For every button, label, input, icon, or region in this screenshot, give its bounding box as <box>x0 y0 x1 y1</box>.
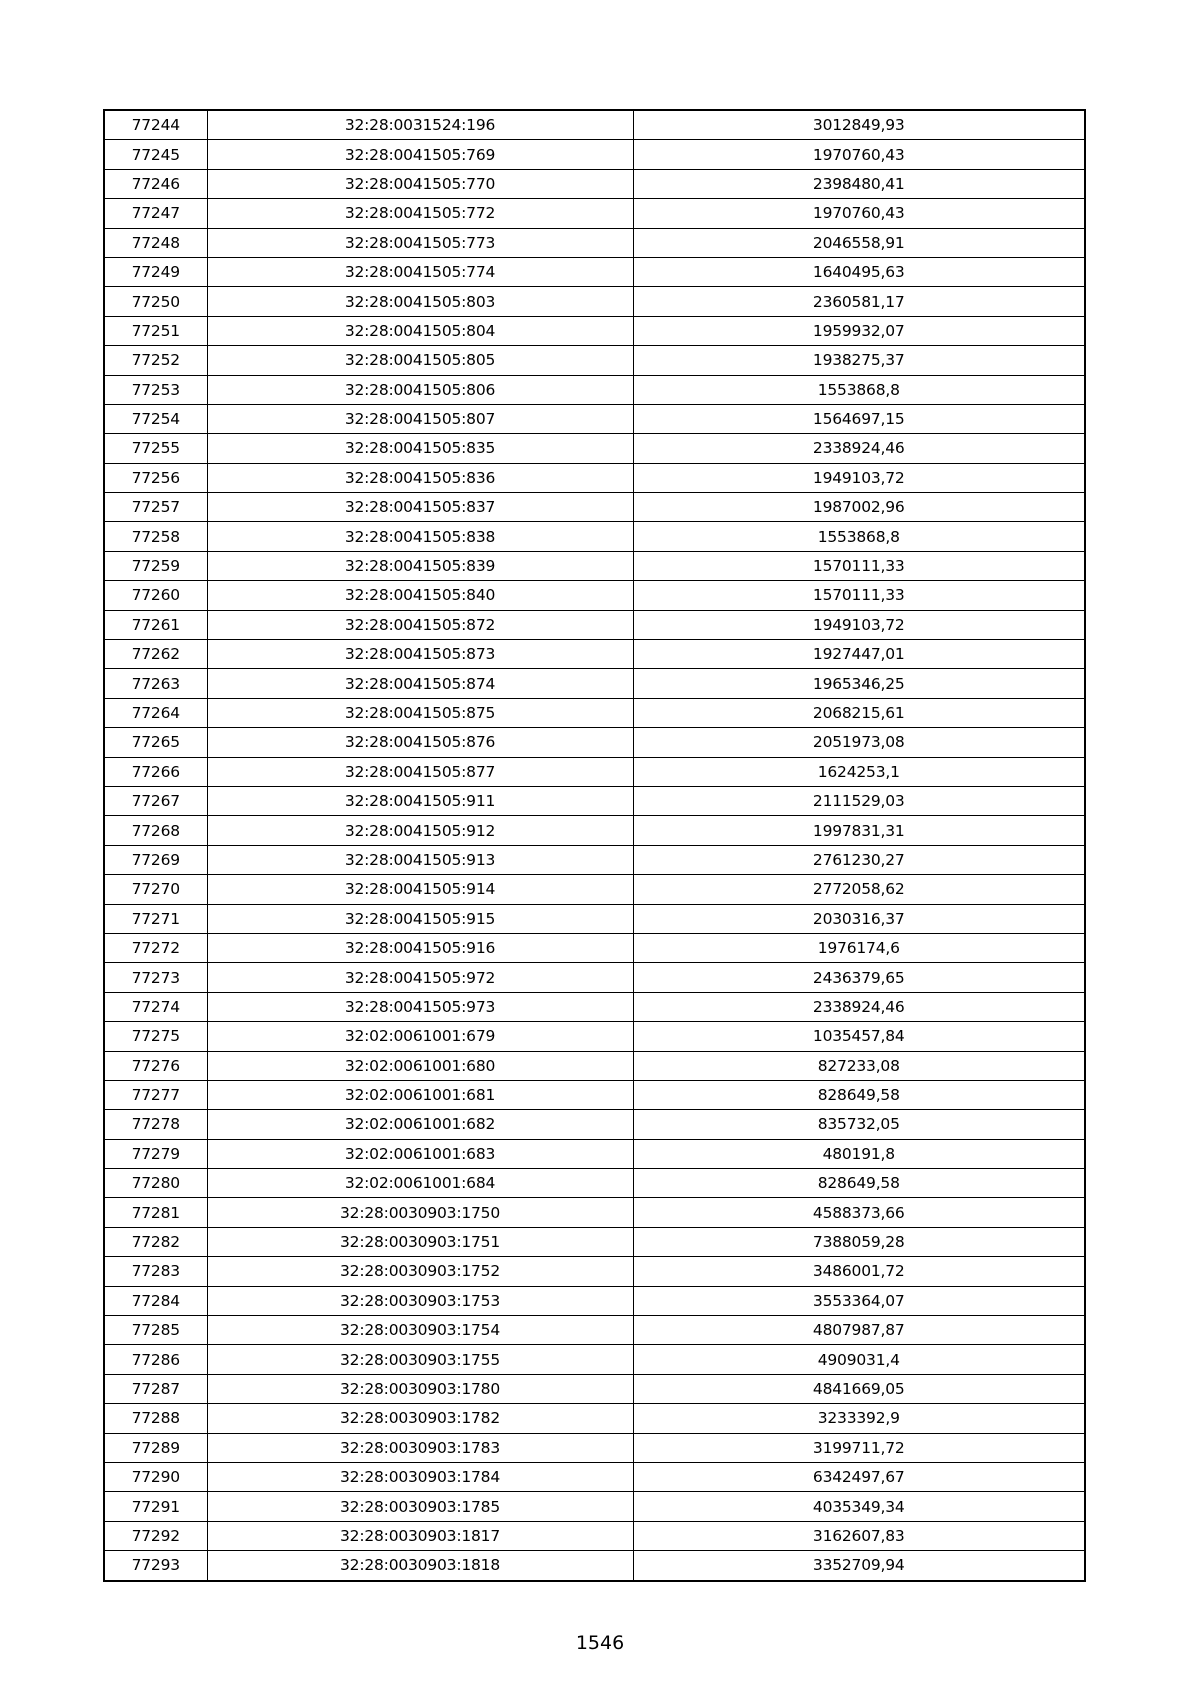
table-row <box>104 1462 1085 1491</box>
row-number-cell: 77249 <box>104 257 207 286</box>
value-cell: 4909031,4 <box>633 1345 1085 1374</box>
value-cell: 1624253,1 <box>633 757 1085 786</box>
value-cell: 828649,58 <box>633 1080 1085 1109</box>
table-row <box>104 992 1085 1021</box>
row-number-cell: 77261 <box>104 610 207 639</box>
value-cell: 1987002,96 <box>633 493 1085 522</box>
value-cell: 1570111,33 <box>633 551 1085 580</box>
table-row <box>104 1110 1085 1139</box>
table-row <box>104 316 1085 345</box>
table-row <box>104 669 1085 698</box>
cadastral-number-cell: 32:28:0030903:1817 <box>207 1521 633 1550</box>
value-cell: 2398480,41 <box>633 169 1085 198</box>
table-row <box>104 551 1085 580</box>
cadastral-number-cell: 32:28:0030903:1750 <box>207 1198 633 1227</box>
row-number-cell: 77256 <box>104 463 207 492</box>
cadastral-number-cell: 32:28:0041505:803 <box>207 287 633 316</box>
cadastral-number-cell: 32:28:0041505:806 <box>207 375 633 404</box>
value-cell: 2772058,62 <box>633 875 1085 904</box>
row-number-cell: 77252 <box>104 346 207 375</box>
value-cell: 828649,58 <box>633 1169 1085 1198</box>
value-cell: 1570111,33 <box>633 581 1085 610</box>
row-number-cell: 77289 <box>104 1433 207 1462</box>
value-cell: 3012849,93 <box>633 110 1085 140</box>
row-number-cell: 77283 <box>104 1257 207 1286</box>
table-row <box>104 1316 1085 1345</box>
table-row <box>104 1404 1085 1433</box>
cadastral-number-cell: 32:28:0041505:839 <box>207 551 633 580</box>
row-number-cell: 77247 <box>104 199 207 228</box>
table-row <box>104 610 1085 639</box>
table-row <box>104 1080 1085 1109</box>
cadastral-number-cell: 32:28:0030903:1755 <box>207 1345 633 1374</box>
row-number-cell: 77285 <box>104 1316 207 1345</box>
cadastral-number-cell: 32:28:0030903:1784 <box>207 1462 633 1491</box>
value-cell: 3553364,07 <box>633 1286 1085 1315</box>
cadastral-number-cell: 32:28:0041505:915 <box>207 904 633 933</box>
cadastral-number-cell: 32:28:0041505:807 <box>207 404 633 433</box>
table-row <box>104 1227 1085 1256</box>
table-row <box>104 287 1085 316</box>
cadastral-number-cell: 32:28:0041505:773 <box>207 228 633 257</box>
table-row <box>104 463 1085 492</box>
cadastral-number-cell: 32:28:0041505:873 <box>207 640 633 669</box>
cadastral-number-cell: 32:28:0041505:836 <box>207 463 633 492</box>
row-number-cell: 77293 <box>104 1551 207 1581</box>
row-number-cell: 77265 <box>104 728 207 757</box>
cadastral-number-cell: 32:28:0030903:1753 <box>207 1286 633 1315</box>
table-row <box>104 845 1085 874</box>
row-number-cell: 77248 <box>104 228 207 257</box>
cadastral-number-cell: 32:28:0030903:1752 <box>207 1257 633 1286</box>
row-number-cell: 77287 <box>104 1374 207 1403</box>
row-number-cell: 77275 <box>104 1022 207 1051</box>
table-row <box>104 1433 1085 1462</box>
table-row <box>104 1492 1085 1521</box>
cadastral-number-cell: 32:28:0030903:1783 <box>207 1433 633 1462</box>
row-number-cell: 77244 <box>104 110 207 140</box>
row-number-cell: 77272 <box>104 933 207 962</box>
row-number-cell: 77257 <box>104 493 207 522</box>
cadastral-number-cell: 32:28:0030903:1818 <box>207 1551 633 1581</box>
table-row <box>104 904 1085 933</box>
row-number-cell: 77250 <box>104 287 207 316</box>
cadastral-number-cell: 32:28:0041505:876 <box>207 728 633 757</box>
value-cell: 3162607,83 <box>633 1521 1085 1550</box>
cadastral-number-cell: 32:28:0041505:837 <box>207 493 633 522</box>
value-cell: 2051973,08 <box>633 728 1085 757</box>
cadastral-number-cell: 32:28:0030903:1780 <box>207 1374 633 1403</box>
cadastral-number-cell: 32:28:0041505:770 <box>207 169 633 198</box>
value-cell: 4588373,66 <box>633 1198 1085 1227</box>
value-cell: 3233392,9 <box>633 1404 1085 1433</box>
row-number-cell: 77277 <box>104 1080 207 1109</box>
value-cell: 1035457,84 <box>633 1022 1085 1051</box>
row-number-cell: 77270 <box>104 875 207 904</box>
value-cell: 1927447,01 <box>633 640 1085 669</box>
row-number-cell: 77276 <box>104 1051 207 1080</box>
cadastral-number-cell: 32:28:0041505:874 <box>207 669 633 698</box>
table-row <box>104 140 1085 169</box>
value-cell: 1640495,63 <box>633 257 1085 286</box>
value-cell: 2436379,65 <box>633 963 1085 992</box>
value-cell: 1949103,72 <box>633 610 1085 639</box>
value-cell: 3199711,72 <box>633 1433 1085 1462</box>
row-number-cell: 77281 <box>104 1198 207 1227</box>
row-number-cell: 77290 <box>104 1462 207 1491</box>
row-number-cell: 77280 <box>104 1169 207 1198</box>
table-row <box>104 640 1085 669</box>
value-cell: 2030316,37 <box>633 904 1085 933</box>
cadastral-number-cell: 32:28:0041505:769 <box>207 140 633 169</box>
row-number-cell: 77292 <box>104 1521 207 1550</box>
row-number-cell: 77258 <box>104 522 207 551</box>
table-row <box>104 375 1085 404</box>
cadastral-value-table <box>103 109 1086 1582</box>
table-row <box>104 728 1085 757</box>
value-cell: 1970760,43 <box>633 199 1085 228</box>
row-number-cell: 77284 <box>104 1286 207 1315</box>
cadastral-number-cell: 32:28:0041505:804 <box>207 316 633 345</box>
value-cell: 1553868,8 <box>633 522 1085 551</box>
table-row <box>104 1051 1085 1080</box>
cadastral-number-cell: 32:28:0030903:1754 <box>207 1316 633 1345</box>
row-number-cell: 77262 <box>104 640 207 669</box>
value-cell: 7388059,28 <box>633 1227 1085 1256</box>
table-row <box>104 522 1085 551</box>
table-row <box>104 346 1085 375</box>
value-cell: 2068215,61 <box>633 698 1085 727</box>
value-cell: 1553868,8 <box>633 375 1085 404</box>
cadastral-number-cell: 32:28:0041505:772 <box>207 199 633 228</box>
table-row <box>104 816 1085 845</box>
row-number-cell: 77291 <box>104 1492 207 1521</box>
value-cell: 2111529,03 <box>633 786 1085 815</box>
table-row <box>104 257 1085 286</box>
row-number-cell: 77245 <box>104 140 207 169</box>
cadastral-number-cell: 32:28:0031524:196 <box>207 110 633 140</box>
row-number-cell: 77260 <box>104 581 207 610</box>
row-number-cell: 77246 <box>104 169 207 198</box>
value-cell: 1997831,31 <box>633 816 1085 845</box>
value-cell: 4807987,87 <box>633 1316 1085 1345</box>
cadastral-number-cell: 32:28:0041505:872 <box>207 610 633 639</box>
table-row <box>104 757 1085 786</box>
table-row <box>104 1374 1085 1403</box>
row-number-cell: 77269 <box>104 845 207 874</box>
row-number-cell: 77254 <box>104 404 207 433</box>
value-cell: 2761230,27 <box>633 845 1085 874</box>
row-number-cell: 77288 <box>104 1404 207 1433</box>
cadastral-number-cell: 32:28:0041505:916 <box>207 933 633 962</box>
row-number-cell: 77271 <box>104 904 207 933</box>
value-cell: 1965346,25 <box>633 669 1085 698</box>
cadastral-number-cell: 32:28:0041505:875 <box>207 698 633 727</box>
row-number-cell: 77274 <box>104 992 207 1021</box>
cadastral-number-cell: 32:02:0061001:684 <box>207 1169 633 1198</box>
value-cell: 3352709,94 <box>633 1551 1085 1581</box>
table-row <box>104 933 1085 962</box>
value-cell: 6342497,67 <box>633 1462 1085 1491</box>
cadastral-number-cell: 32:28:0041505:805 <box>207 346 633 375</box>
table-row <box>104 1286 1085 1315</box>
value-cell: 2338924,46 <box>633 992 1085 1021</box>
table-body <box>104 110 1085 1581</box>
cadastral-number-cell: 32:28:0041505:912 <box>207 816 633 845</box>
row-number-cell: 77268 <box>104 816 207 845</box>
row-number-cell: 77267 <box>104 786 207 815</box>
value-cell: 1949103,72 <box>633 463 1085 492</box>
table-row <box>104 493 1085 522</box>
row-number-cell: 77264 <box>104 698 207 727</box>
cadastral-number-cell: 32:02:0061001:681 <box>207 1080 633 1109</box>
row-number-cell: 77282 <box>104 1227 207 1256</box>
table-row <box>104 1022 1085 1051</box>
value-cell: 1976174,6 <box>633 933 1085 962</box>
cadastral-number-cell: 32:28:0030903:1751 <box>207 1227 633 1256</box>
table-row <box>104 1198 1085 1227</box>
value-cell: 4841669,05 <box>633 1374 1085 1403</box>
row-number-cell: 77278 <box>104 1110 207 1139</box>
value-cell: 827233,08 <box>633 1051 1085 1080</box>
value-cell: 4035349,34 <box>633 1492 1085 1521</box>
page-number: 1546 <box>575 1632 625 1654</box>
value-cell: 2338924,46 <box>633 434 1085 463</box>
cadastral-number-cell: 32:02:0061001:682 <box>207 1110 633 1139</box>
value-cell: 1938275,37 <box>633 346 1085 375</box>
table-row <box>104 1257 1085 1286</box>
table-row <box>104 1521 1085 1550</box>
table-row <box>104 1169 1085 1198</box>
cadastral-number-cell: 32:28:0041505:913 <box>207 845 633 874</box>
table-row <box>104 1551 1085 1581</box>
row-number-cell: 77255 <box>104 434 207 463</box>
value-cell: 3486001,72 <box>633 1257 1085 1286</box>
table-row <box>104 698 1085 727</box>
value-cell: 2360581,17 <box>633 287 1085 316</box>
cadastral-number-cell: 32:28:0041505:840 <box>207 581 633 610</box>
table-row <box>104 169 1085 198</box>
cadastral-number-cell: 32:02:0061001:680 <box>207 1051 633 1080</box>
value-cell: 480191,8 <box>633 1139 1085 1168</box>
table-row <box>104 199 1085 228</box>
cadastral-number-cell: 32:28:0041505:774 <box>207 257 633 286</box>
table-row <box>104 963 1085 992</box>
table-row <box>104 110 1085 140</box>
value-cell: 1564697,15 <box>633 404 1085 433</box>
table-row <box>104 1345 1085 1374</box>
row-number-cell: 77251 <box>104 316 207 345</box>
cadastral-number-cell: 32:28:0041505:835 <box>207 434 633 463</box>
cadastral-number-cell: 32:28:0030903:1782 <box>207 1404 633 1433</box>
cadastral-number-cell: 32:28:0030903:1785 <box>207 1492 633 1521</box>
cadastral-number-cell: 32:28:0041505:914 <box>207 875 633 904</box>
cadastral-number-cell: 32:28:0041505:973 <box>207 992 633 1021</box>
cadastral-number-cell: 32:28:0041505:911 <box>207 786 633 815</box>
row-number-cell: 77286 <box>104 1345 207 1374</box>
table-row <box>104 1139 1085 1168</box>
cadastral-number-cell: 32:28:0041505:838 <box>207 522 633 551</box>
table-row <box>104 228 1085 257</box>
table-row <box>104 786 1085 815</box>
value-cell: 1959932,07 <box>633 316 1085 345</box>
row-number-cell: 77279 <box>104 1139 207 1168</box>
row-number-cell: 77259 <box>104 551 207 580</box>
value-cell: 835732,05 <box>633 1110 1085 1139</box>
cadastral-number-cell: 32:02:0061001:683 <box>207 1139 633 1168</box>
value-cell: 2046558,91 <box>633 228 1085 257</box>
cadastral-number-cell: 32:28:0041505:972 <box>207 963 633 992</box>
table-row <box>104 581 1085 610</box>
row-number-cell: 77273 <box>104 963 207 992</box>
cadastral-number-cell: 32:02:0061001:679 <box>207 1022 633 1051</box>
value-cell: 1970760,43 <box>633 140 1085 169</box>
table-row <box>104 404 1085 433</box>
row-number-cell: 77263 <box>104 669 207 698</box>
row-number-cell: 77253 <box>104 375 207 404</box>
row-number-cell: 77266 <box>104 757 207 786</box>
table-row <box>104 875 1085 904</box>
table-row <box>104 434 1085 463</box>
cadastral-number-cell: 32:28:0041505:877 <box>207 757 633 786</box>
